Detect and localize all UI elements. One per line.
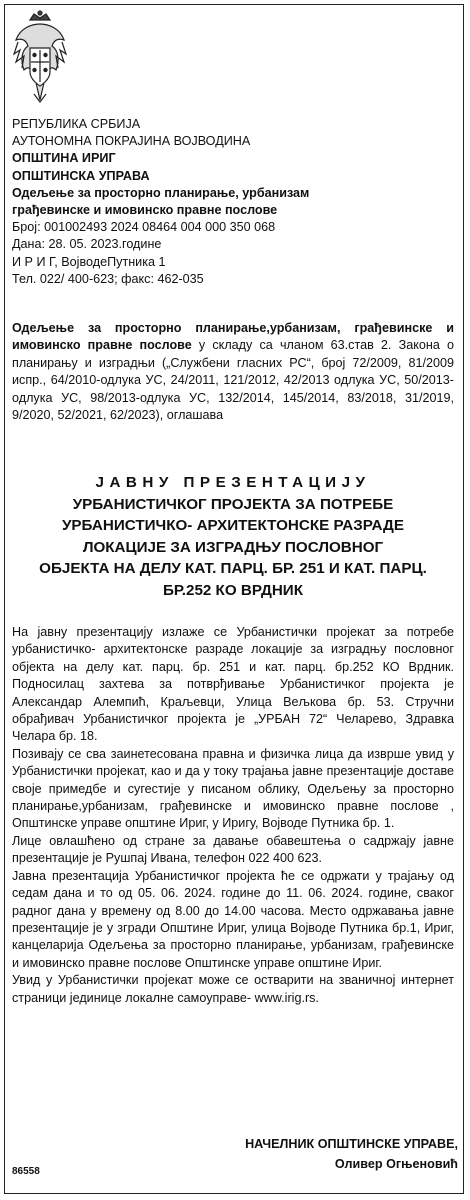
signature-name: Оливер Огњеновић — [334, 1157, 458, 1171]
header-administration: ОПШТИНСКА УПРАВА — [12, 168, 150, 183]
header-republic: РЕПУБЛИКА СРБИЈА — [12, 117, 141, 131]
header-date: Дана: 28. 05. 2023.године — [12, 237, 162, 252]
issuer-header — [12, 116, 452, 288]
signature-block — [245, 1134, 458, 1174]
serbian-coat-of-arms-icon — [12, 10, 68, 106]
intro-department: Одељење за просторно планирање,урбанизам, грађевинске и имовинско правне послове — [12, 321, 454, 353]
reference-number: 86558 — [12, 1166, 40, 1177]
header-municipality: ОПШТИНА ИРИГ — [12, 151, 116, 166]
title-line-4: ЛОКАЦИЈЕ ЗА ИЗГРАДЊУ ПОСЛОВНОГ — [82, 538, 384, 556]
intro-paragraph — [12, 320, 454, 424]
header-department-line1: Одељење за просторно планирање, урбанизам — [12, 185, 310, 200]
title-line-3: УРБАНИСТИЧКО- АРХИТЕКТОНСКЕ РАЗРАДЕ — [61, 517, 405, 534]
body-paragraph-contact: Лице овлашћено од стране за давање обавештења о садржају јавне презентације је Рушпај Ивана, телефон 022 400 623. — [12, 833, 454, 866]
title-line-2: УРБАНИСТИЧКОГ ПРОЈЕКТА ЗА ПОТРЕБЕ — [72, 495, 394, 513]
header-phone: Тел. 022/ 400-623; факс: 462-035 — [12, 271, 204, 286]
body-paragraph-schedule: Јавна презентација Урбанистичког пројекта ће се одржати у трајању од седам дана и то од 05. 06. 2024. године до 11. 06. 2024. године, сваког радног дана у времену од 8.00 до 14.00 часова. Место одржавања јавне презентације је у згради Општине Ириг, улица Војводе Путника бр.1, Ириг, канцеларија Одељења за просторно планирање, урбанизам, грађевинске и имовинско правне послове Општинске управе општине Ириг. — [12, 868, 454, 970]
intro-text: у складу са чланом 63.став 2. Закона о планирању и изградњи („Службени гласних РС“, број 72/2009, 81/2009 испр., 64/2010-одлука УС, 24/2011, 121/2012, 42/2013 одлука УС, 50/2013-одлука УС, 98/2013-одлука УС, 132/2014, 145/2014, 83/2018, 31/2019, 9/2020, 52/2021, 62/2023), оглашава — [12, 338, 454, 423]
title-line-5: ОБЈЕКТА НА ДЕЛУ КАТ. ПАРЦ. БР. 251 И КАТ. ПАРЦ. — [39, 560, 427, 577]
header-department-line2: грађевинске и имовинско правне послове — [12, 203, 278, 218]
title-line-1: ЈАВНУ ПРЕЗЕНТАЦИЈУ — [95, 474, 371, 491]
body-paragraph-invitation: Позивају се сва заинетесована правна и физичка лица да изврше увид у Урбанистички пројекат, као и да у току трајања јавне презентације доставе своје примедбе и сугестије у писаном облику, Одељењу за просторно планирање,урбанизам, грађевинске и имовинско правне послове , Општинске управе општине Ириг, у Иригу, Војводе Путника бр. 1. — [12, 746, 454, 831]
title-line-6: БР.252 КО ВРДНИК — [163, 581, 303, 599]
header-address: И Р И Г, ВојводеПутника 1 — [12, 254, 166, 269]
body-paragraph-project: На јавну презентацију излаже се Урбанистички пројекат за потребе урбанистичко- архитектонске разраде локације за изградњу пословног објекта на делу кат. парц. бр. 251 и кат. парц. бр.252 КО Врдник. Подносилац захтева за потврђивање Урбанистичког пројекта је Александар Алемпић, Краљевци, Улица Вељкова бр. 53. Стручни обрађивач Урбанистичког пројекта је „УРБАН 72“ Челарево, Здравка Челара бр. 18. — [12, 625, 454, 744]
body-paragraph-website: Увид у Урбанистички пројекат може се остварити на званичној интернет страници јединице локалне самоуправе- www.irig.rs. — [12, 973, 454, 1005]
header-province: АУТОНОМНА ПОКРАЈИНА ВОЈВОДИНА — [12, 134, 251, 149]
announcement-title — [12, 472, 454, 601]
announcement-body — [12, 624, 454, 1007]
header-case-number: Број: 001002493 2024 08464 004 000 350 068 — [12, 220, 276, 235]
signature-role: НАЧЕЛНИК ОПШТИНСКЕ УПРАВЕ, — [245, 1137, 458, 1151]
